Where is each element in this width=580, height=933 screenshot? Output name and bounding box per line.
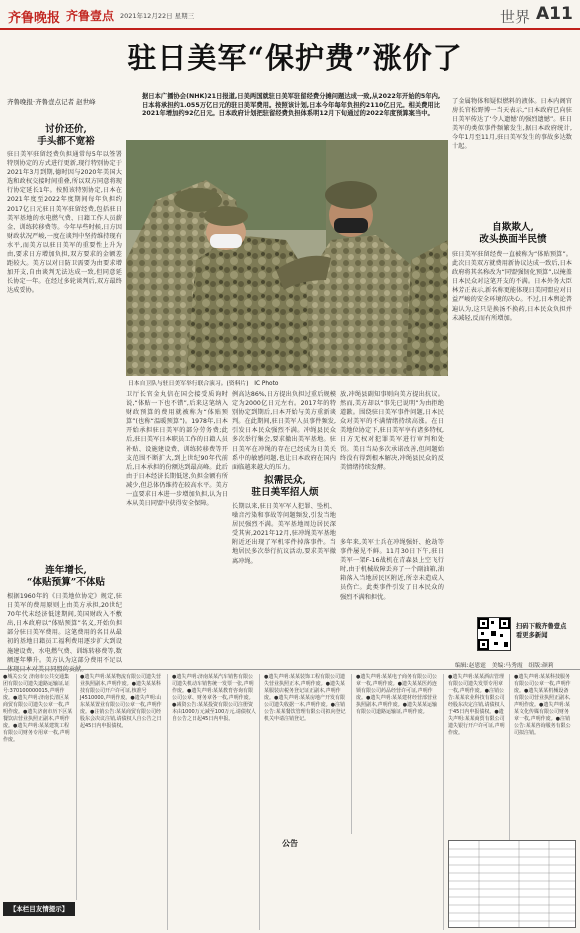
masthead — [0, 0, 580, 30]
classifieds-column-6: ●遗失声明:某某酒店管理有限公司遗失发票专用章一枚,声明作废。●注销公告:某某农业科技有限公司经股东决定注销,请债权人于45日内申报债权。●遗失声明:某某商贸有限公司遗失银行开户许可证,声明作废。 — [448, 674, 510, 842]
classifieds-column-2: ●遗失声明:某某物流有限公司遗失营业执照副本,声明作废。●遗失某某科技有限公司开户许可证,核准号J4510000,声明作废。●遗失声明:山东某某置业有限公司公章一枚,声明作废。●注销公告:某某商贸有限公司经股东会决议注销,请债权人自公告之日起45日内申报债权。 — [80, 674, 168, 930]
article-column-1: 驻日美军驻留经费负担通常每5年以签署特别协定的方式进行更新,现行特别协定于2021年3月到期,德时因与2020年美国大选和政权交接时间重叠,所以双方同意将现行协定延长1年。按照该特别协定,日本在2021年度至2022年度期间每年负担约2017亿日元驻日美军驻留经费,包括驻日美军基地的水电燃气费、日籍工作人员薪金、训练转移费等。今年早些时候,日方因财政状况严峻,一度在谈判中坚持维持现有水平,而美方以驻日美军的重要性上升为由,要求日方增加负担,双方要求的金额差距较大。美方以对日防卫需要为由要求增加开支,自由谈判无法达成一致,但同意延长协定一年。在经过多轮谈判后,双方最终达成妥协。 — [7, 151, 122, 295]
issue-date: 2021年12月22日 星期三 — [120, 12, 195, 20]
notice-table — [448, 840, 576, 928]
app-logo: 齐鲁壹点 — [66, 9, 115, 23]
article-column-5b: 驻日美军驻留经费一直被称为“体贴预算”。此次日美双方就费用新协议达成一致后,日本政府将其名称改为“同盟强韧化预算”,以掩盖日本民众对这笔开支的不满。日本外务大臣林芳正表示,新名称更能体现日美同盟应对日益严峻的安全环境的决心。不过,日本舆论普遍认为,这只是换汤不换药,日本民众负担并未减轻,反而有所增加。 — [452, 251, 572, 322]
subhead-1: 讨价还价, 手头都不宽裕 — [37, 124, 95, 147]
soldiers-photo-illustration — [126, 140, 448, 376]
notice-title: 公告 — [282, 839, 298, 848]
classifieds-column-4: ●遗失声明:某某装饰工程有限公司遗失营业执照正本,声明作废。●遗失某某服装店税务登记证正副本,声明作废。●遗失声明:某某房地产开发有限公司遗失收据一本,声明作废。●注销公告:某某餐饮管理有限公司拟向登记机关申请注销登记。 — [264, 674, 352, 834]
article-column-3b: 长期以来,驻日美军军人犯罪、坠机、噪音污染和事故等问题频发,引发当地居民强烈不满。美军基地周边居民深受其害,2021年12月,驻冲绳美军基地附近还出现了军机零件掉落事件。当地居民多次举行抗议活动,要求美军撤离冲绳。 — [232, 503, 336, 565]
news-photo — [126, 140, 448, 376]
article-column-2: 卫厅长官金丸信在国会接受质询时说,“体贴一下也不错”,后来这笔纳入财政预算的费用就被称为“体贴预算”(也称“温暖预算”)。1978年,日本开始承担驻日美军的部分劳务费;此后,驻日美军日本职员工作的日籍人员补贴、设施建设费、训练转移费等开支范围不断扩大,到上世纪90年代前后,日本承担的份额达到最高峰。此后由于日本经济长期低迷,负担金额有所减少,但总体仍维持在较高水平。美方一直要求日本进一步增加负担,认为日本从美日同盟中获得安全保障。 — [126, 391, 228, 508]
subhead-3: 拟需民众, 驻日美军招人烦 — [251, 475, 319, 498]
classifieds-column-3: ●遗失声明:济南某某汽车销售有限公司遗失机动车销售统一发票一张,声明作废。●遗失声明:某某教育咨询有限公司公章、财务章各一枚,声明作废。●减资公告:某某投资有限公司注册资本由1000万元减至100万元,请债权人自公告之日起45日内申报。 — [172, 674, 260, 930]
classifieds-notice-header: 【本栏目友情提示】 — [3, 902, 75, 916]
qr-code[interactable] — [477, 617, 511, 651]
photo-caption: 日本自卫队与驻日美军举行联合演习。(资料片) IC Photo — [128, 381, 279, 387]
classifieds-column-7: ●遗失声明:某某科技服务有限公司公章一枚,声明作废。●遗失某某机械设备有限公司营业执照正副本,声明作废。●遗失声明:某某文化传媒有限公司财务章一枚,声明作废。●注销公告:某某咨询服务有限公司拟注销。 — [514, 674, 571, 736]
editor-credits: 编辑:赵恩霆 美编:马秀霞 组版:颜莉 — [455, 663, 554, 669]
article-column-3: 例高达86%,日方提出负担过重后规模定为2000亿日元左右。2017年的特别协定到期后,日本开始与美方重新谈判。在此期间,驻日美军人员事件频发,引发日本民众强烈不满。冲绳县民众多次举行集会,要求撤出美军基地。驻日美军在冲绳的存在已经成为日美关系中的敏感问题,也让日本政府在国内面临越来越大的压力。 — [232, 391, 336, 471]
section-name: 世界 — [500, 8, 531, 26]
article-column-1b: 根据1960年的《日美地位协定》规定,驻日美军的费用原则上由美方承担,20世纪70年代末经济低迷期间,美国财政入不敷出,日本政府以“体贴预算”名义,开始负担部分驻日美军费用。这笔费用的名目从最初的基地日籍员工福利费用逐步扩大到设施建设费、水电燃气费、训练转移费等,数额逐年攀升。美方认为这部分费用不足以体现日本对美日同盟的贡献。 — [7, 593, 122, 673]
classifieds-column-5: ●遗失声明:某某电子商务有限公司公章一枚,声明作废。●遗失某某医药连锁有限公司药品经营许可证,声明作废。●遗失声明:某某建材经营部营业执照副本,声明作废。●遗失某某运输有限公司道路运输证,声明作废。 — [356, 674, 444, 930]
article-column-4: 放,冲绳县副知事则向美方提出抗议。然而,美方却以“事先已说明”为由拒绝道歉。围绕驻日美军事件问题,日本民众对美军的不满情绪持续高涨。在日美地位协定下,驻日美军享有诸多特权,日方无权对犯罪美军进行审判和处罚。美日当局多次承诺改善,但问题始终没有得到根本解决,冲绳县民众的反美情绪持续发酵。 — [340, 391, 444, 471]
headline: 驻日美军“保护费”涨价了 — [127, 41, 463, 75]
classifieds-column-1: ●城关公交 济南市公共交通集团有限公司遗失道路运输证,证号:370100000015,声明作废。●遗失声明:济南长清区某商贸有限公司遗失公章一枚,声明作废。●遗失济南市历下区某餐饮店营业执照正副本,声明作废。●遗失声明:某某建筑工程有限公司财务专用章一枚,声明作废。 — [3, 674, 77, 900]
page-number: A11 — [536, 4, 573, 24]
subhead-2: 连年增长, “体贴预算”不体贴 — [26, 565, 106, 588]
byline: 齐鲁晚报·齐鲁壹点记者 赵世峰 — [7, 98, 96, 106]
notice-table-grid — [449, 841, 575, 927]
lead-paragraph: 据日本广播协会(NHK)21日报道,日美两国就驻日美军驻留经费分摊问题达成一致,从2022年开始的5年内,日本将承担约1.055万亿日元的驻日美军费用。按照该计划,日本今年每年负担约2110亿日元。相关费用比2021年增加约92亿日元。日本政府计划把驻留经费负担体系明12月下旬通过的2022年度预算案当中。 — [142, 93, 441, 118]
qr-caption: 扫码下载齐鲁壹点 看更多新闻 — [516, 623, 567, 639]
article-column-4b: 多年来,美军士兵在冲绳强奸、抢劫等事件屡见不鲜。11月30日下午,驻日美军一架F-16战机在青森县上空飞行时,由于机械故障丢弃了一个副油箱,油箱落入当地居民区附近,所幸未造成人员伤亡。此类事件引发了日本民众的强烈不满和担忧。 — [340, 539, 444, 601]
newspaper-logo: 齐鲁晚报 — [8, 11, 61, 26]
subhead-4: 自欺欺人, 改头换面半民愤 — [479, 222, 547, 245]
article-column-5: 了金属物体和疑似燃料的液体。日本内阁官房长官松野博一当天表示,“日本政府已向驻日美军传达了‘令人遗憾’的强烈遗憾”。驻日美军的类似事件频繁发生,据日本政府统计,今年1月至11月,驻日美军发生的事故多达数十起。 — [452, 98, 572, 151]
qr-code-icon — [478, 618, 510, 650]
